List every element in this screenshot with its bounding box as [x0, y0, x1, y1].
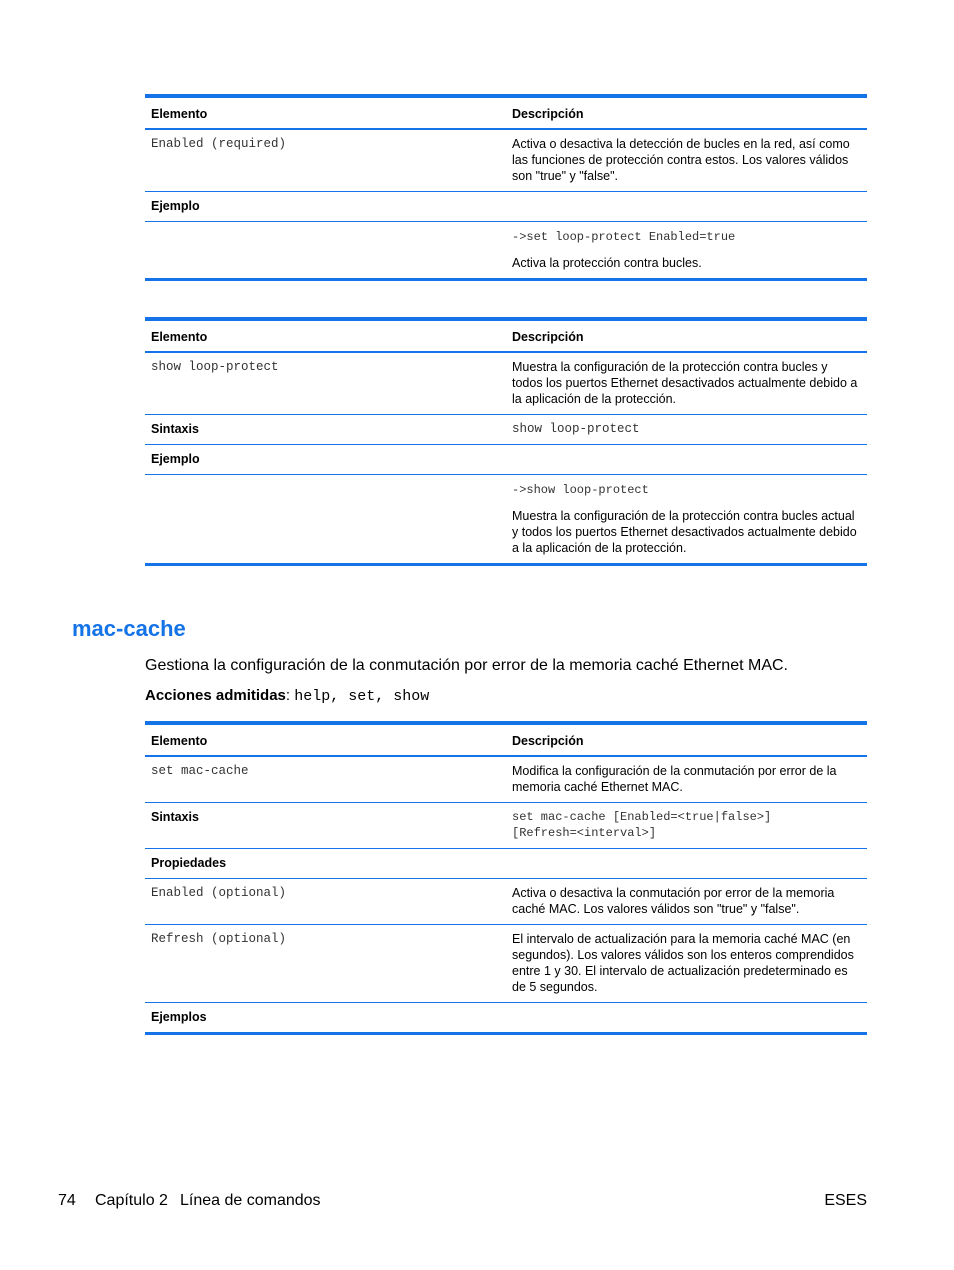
empty-cell	[506, 192, 867, 222]
table-row	[145, 352, 867, 415]
properties-label: Propiedades	[145, 849, 506, 879]
column-header-description: Descripción	[506, 96, 867, 129]
chapter-label: Capítulo 2	[95, 1192, 168, 1209]
table-row	[145, 925, 867, 1003]
empty-cell	[145, 222, 506, 280]
empty-cell	[506, 1003, 867, 1034]
element-cell: Enabled (optional)	[145, 879, 506, 925]
loop-protect-set-table	[145, 94, 867, 281]
column-header-element: Elemento	[145, 96, 506, 129]
description-cell: Activa o desactiva la conmutación por error de la memoria caché MAC. Los valores válidos son "true" y "false".	[506, 879, 867, 925]
loop-protect-show-table	[145, 317, 867, 566]
syntax-cell: show loop-protect	[506, 415, 867, 445]
element-cell: Enabled (required)	[145, 129, 506, 192]
empty-cell	[506, 849, 867, 879]
example-cell	[506, 222, 867, 280]
syntax-line-2: [Refresh=<interval>]	[512, 826, 657, 840]
example-description: Muestra la configuración de la protección contra bucles actual y todos los puertos Ethernet desactivados actualmente debido a la aplicación de la protección.	[512, 509, 857, 555]
example-label: Ejemplo	[145, 445, 506, 475]
syntax-label: Sintaxis	[145, 803, 506, 849]
table-row	[145, 192, 867, 222]
example-command: ->set loop-protect Enabled=true	[512, 230, 736, 244]
table-header	[145, 723, 867, 756]
description-cell: Muestra la configuración de la protección contra bucles y todos los puertos Ethernet desactivados actualmente debido a la aplicación de la protección.	[506, 352, 867, 415]
table-row	[145, 445, 867, 475]
mac-cache-table	[145, 721, 867, 1035]
syntax-cell	[506, 803, 867, 849]
actions-value: help, set, show	[294, 688, 430, 705]
chapter-title: Línea de comandos	[180, 1192, 321, 1209]
table-row	[145, 129, 867, 192]
empty-cell	[506, 445, 867, 475]
element-cell: set mac-cache	[145, 756, 506, 803]
section-intro: Gestiona la configuración de la conmutación por error de la memoria caché Ethernet MAC.	[145, 657, 788, 674]
syntax-line-1: set mac-cache [Enabled=<true|false>]	[512, 810, 772, 824]
table-row	[145, 1003, 867, 1034]
example-label: Ejemplo	[145, 192, 506, 222]
table-row	[145, 879, 867, 925]
example-cell	[506, 475, 867, 565]
empty-cell	[145, 475, 506, 565]
table-row	[145, 415, 867, 445]
actions-label: Acciones admitidas	[145, 687, 286, 704]
column-header-description: Descripción	[506, 723, 867, 756]
section-title: mac-cache	[72, 616, 186, 641]
table-row	[145, 849, 867, 879]
description-cell: El intervalo de actualización para la memoria caché MAC (en segundos). Los valores válidos son los enteros comprendidos entre 1 y 30. El intervalo de actualización predeterminado es de 5 segundos.	[506, 925, 867, 1003]
table-row	[145, 222, 867, 280]
example-command: ->show loop-protect	[512, 483, 649, 497]
column-header-description: Descripción	[506, 319, 867, 352]
footer-locale: ESES	[824, 1192, 867, 1209]
description-cell: Modifica la configuración de la conmutación por error de la memoria caché Ethernet MAC.	[506, 756, 867, 803]
page-number: 74	[58, 1192, 76, 1209]
actions-separator: :	[285, 687, 295, 704]
supported-actions	[145, 687, 429, 705]
table-row	[145, 475, 867, 565]
table-row	[145, 803, 867, 849]
table-header	[145, 319, 867, 352]
column-header-element: Elemento	[145, 319, 506, 352]
element-cell: Refresh (optional)	[145, 925, 506, 1003]
table-row	[145, 756, 867, 803]
element-cell: show loop-protect	[145, 352, 506, 415]
table-header	[145, 96, 867, 129]
syntax-label: Sintaxis	[145, 415, 506, 445]
column-header-element: Elemento	[145, 723, 506, 756]
example-description: Activa la protección contra bucles.	[512, 256, 702, 270]
description-cell: Activa o desactiva la detección de bucles en la red, así como las funciones de protección contra estos. Los valores válidos son "true" y "false".	[506, 129, 867, 192]
examples-label: Ejemplos	[145, 1003, 506, 1034]
